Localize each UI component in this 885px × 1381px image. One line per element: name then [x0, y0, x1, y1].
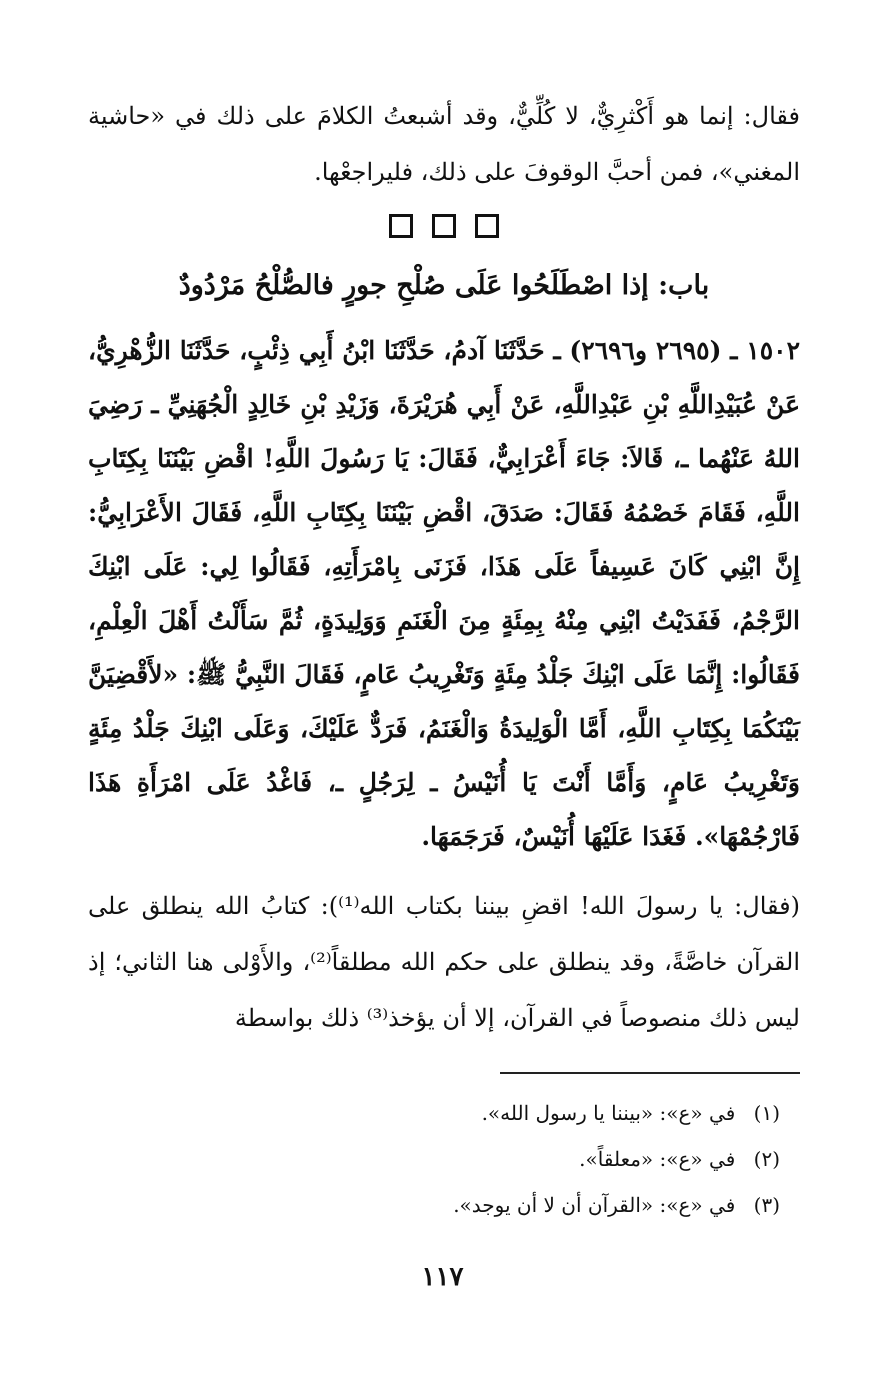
footnote-text: في «ع»: «معلقاً». [579, 1147, 736, 1171]
page-body [88, 88, 800, 1228]
chapter-prefix: باب: [658, 270, 710, 301]
footnote-item [88, 1136, 800, 1182]
footnotes-list [88, 1090, 800, 1228]
separator-box [389, 214, 413, 238]
page-number: ١١٧ [421, 1262, 464, 1292]
separator-box [432, 214, 456, 238]
section-separator [88, 214, 800, 254]
footnote-text: في «ع»: «القرآن أن لا أن يوجد». [453, 1193, 736, 1217]
footnote-divider [500, 1072, 800, 1074]
hadith-text: ١٥٠٢ ـ (٢٦٩٥ و٢٦٩٦) ـ حَدَّثَنَا آدمُ، حَدَّثَنَا ابْنُ أَبِي ذِئْبٍ، حَدَّثَنَا الزُّهْرِيُّ، عَنْ عُبَيْدِاللَّهِ بْنِ عَبْدِاللَّهِ، عَنْ أَبِي هُرَيْرَةَ، وَزَيْدِ بْنِ خَالِدٍ الْجُهَنِيِّ ـ رَضِيَ اللهُ عَنْهُما ـ، قَالاَ: جَاءَ أَعْرَابِيٌّ، فَقَالَ: يَا رَسُولَ اللَّهِ! اقْضِ بَيْنَنَا بِكِتَابِ اللَّهِ، فَقَامَ خَصْمُهُ فَقَالَ: صَدَقَ، اقْضِ بَيْنَنَا بِكِتَابِ اللَّهِ، فَقَالَ الأَعْرَابِيُّ: إِنَّ ابْنِي كَانَ عَسِيفاً عَلَى هَذَا، فَزَنَى بِامْرَأَتِهِ، فَقَالُوا لِي: عَلَى ابْنِكَ الرَّجْمُ، فَفَدَيْتُ ابْنِي مِنْهُ بِمِئَةٍ مِنَ الْغَنَمِ وَوَلِيدَةٍ، ثُمَّ سَأَلْتُ أَهْلَ الْعِلْمِ، فَقَالُوا: إِنَّمَا عَلَى ابْنِكَ جَلْدُ مِئَةٍ وَتَغْرِيبُ عَامٍ، فَقَالَ النَّبِيُّ ﷺ: «لأَقْضِيَنَّ بَيْنَكُمَا بِكِتَابِ اللَّهِ، أَمَّا الْوَلِيدَةُ وَالْغَنَمُ، فَرَدٌّ عَلَيْكَ، وَعَلَى ابْنِكَ جَلْدُ مِئَةٍ وَتَغْرِيبُ عَامٍ، وَأَمَّا أَنْتَ يَا أُنَيْسُ ـ لِرَجُلٍ ـ، فَاغْدُ عَلَى امْرَأَةِ هَذَا فَارْجُمْهَا». فَغَدَا عَلَيْهَا أُنَيْسٌ، فَرَجَمَهَا. [88, 336, 800, 851]
footnote-number: (٢) [753, 1147, 780, 1171]
footnote-item [88, 1090, 800, 1136]
footnote-item [88, 1182, 800, 1228]
footnote-text: في «ع»: «بيننا يا رسول الله». [481, 1101, 736, 1125]
footnote-number: (٣) [753, 1193, 780, 1217]
separator-box [475, 214, 499, 238]
chapter-heading [88, 266, 800, 306]
commentary-paragraph: (فقال: يا رسولَ الله! اقضِ بيننا بكتاب الله⁽¹⁾): كتابُ الله ينطلق على القرآن خاصَّةً، وقد ينطلق على حكم الله مطلقاً⁽²⁾، والأَوْلى هنا الثاني؛ إذ ليس ذلك منصوصاً في القرآن، إلا أن يؤخذ⁽³⁾ ذلك بواسطة [88, 892, 801, 1032]
footnote-number: (١) [753, 1101, 780, 1125]
chapter-title: إذا اصْطَلَحُوا عَلَى صُلْحِ جورٍ فالصُّلْحُ مَرْدُودٌ [178, 270, 649, 301]
intro-paragraph: فقال: إنما هو أَكْثرِيٌّ، لا كُلِّيٌّ، وقد أشبعتُ الكلامَ على ذلك في «حاشية المغني»، فمن أحبَّ الوقوفَ على ذلك، فليراجعْها. [88, 102, 800, 186]
